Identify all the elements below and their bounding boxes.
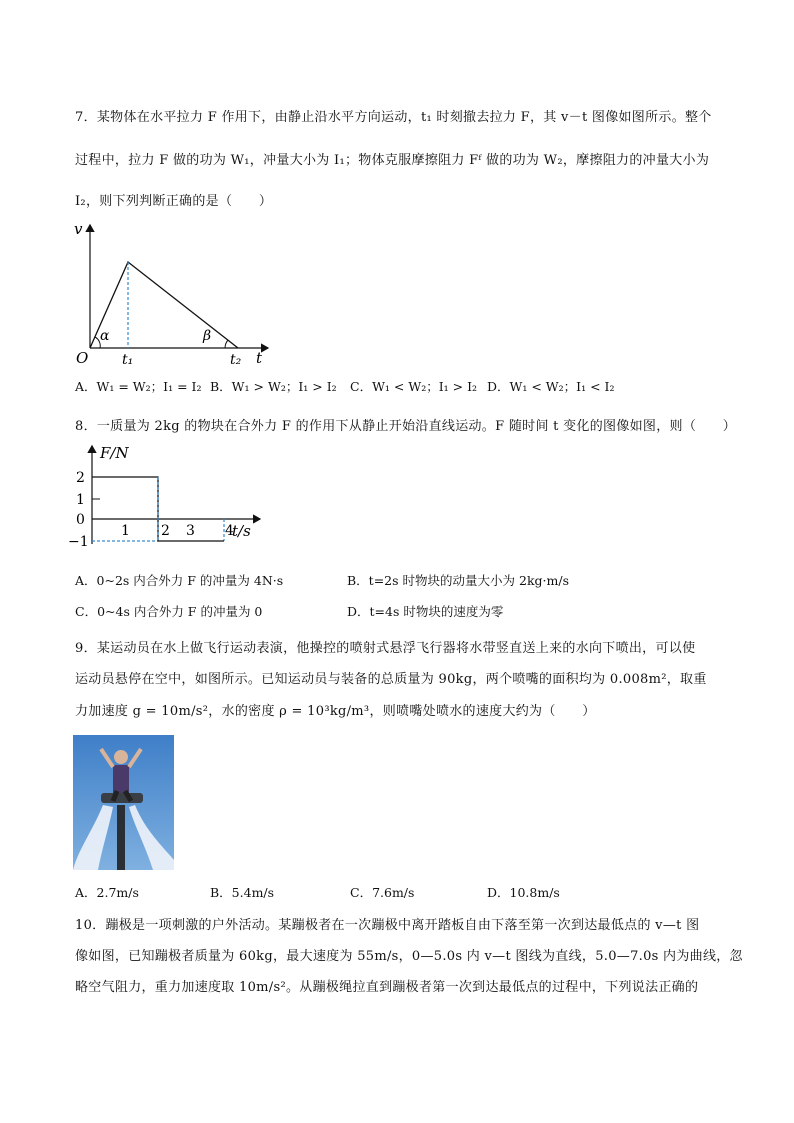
q8-text-line1: 8．一质量为 2kg 的物块在合外力 F 的作用下从静止开始沿直线运动。F 随时间 t 变化的图像如图，则（ ） [75,419,737,434]
q7-text-line2: 过程中，拉力 F 做的功为 W₁，冲量大小为 I₁；物体克服摩擦阻力 Fᶠ 做的功为 W₂，摩擦阻力的冲量大小为 [75,153,710,168]
q7-option-c: C．W₁ < W₂；I₁ > I₂ [350,379,478,394]
q9-text-line3: 力加速度 g = 10m/s²，水的密度 ρ = 10³kg/m³，则喷嘴处喷水的速度大约为（ ） [75,704,596,719]
q7-text-line3: I₂，则下列判断正确的是（ ） [75,194,273,209]
q7-text-line1: 7．某物体在水平拉力 F 作用下，由静止沿水平方向运动，t₁ 时刻撤去拉力 F，其 v－t 图像如图所示。整个 [75,110,712,125]
q7-origin-label: O [76,349,89,367]
q9-text-line2: 运动员悬停在空中，如图所示。已知运动员与装备的总质量为 90kg，两个喷嘴的面积均为 0.008m²，取重 [75,672,707,687]
q8-ytick-2: 2 [76,470,85,486]
q9-option-b: B．5.4m/s [210,885,275,900]
q8-ytick-neg1: −1 [68,534,89,550]
q8-option-d: D．t=4s 时物块的速度为零 [347,604,504,619]
q10-text-line3: 略空气阻力，重力加速度取 10m/s²。从蹦极绳拉直到蹦极者第一次到达最低点的过程中，下列说法正确的 [75,980,699,995]
q8-ytick-0: 0 [76,512,85,528]
q8-option-c: C．0~4s 内合外力 F 的冲量为 0 [75,604,263,619]
q8-option-a: A．0~2s 内合外力 F 的冲量为 4N·s [75,573,284,588]
q8-y-label: F/N [100,444,129,462]
q8-option-b: B．t=2s 时物块的动量大小为 2kg·m/s [347,573,569,588]
q7-t1-label: t₁ [122,352,134,368]
q9-option-d: D．10.8m/s [487,885,560,900]
q7-beta-label: β [203,328,212,344]
q7-beta-arc [225,340,228,348]
q7-alpha-label: α [100,328,110,344]
q7-option-a: A．W₁ = W₂；I₁ = I₂ [75,379,202,394]
q9-text-line1: 9．某运动员在水上做飞行运动表演，他操控的喷射式悬浮飞行器将水带竖直送上来的水向下喷出，可以使 [75,641,696,656]
q8-ft-graph [60,438,275,550]
q7-vt-graph [70,220,280,368]
q7-option-b: B．W₁ > W₂；I₁ > I₂ [210,379,337,394]
q10-text-line2: 像如图，已知蹦极者质量为 60kg，最大速度为 55m/s，0—5.0s 内 v—t 图线为直线，5.0—7.0s 内为曲线，忽 [75,949,743,964]
q7-velocity-curve [90,262,238,348]
q8-ytick-1: 1 [76,492,85,508]
q9-option-a: A．2.7m/s [75,885,139,900]
q8-xtick-2: 2 [161,523,170,539]
q8-xtick-4: 4 [225,523,234,539]
q8-xtick-1: 1 [121,523,130,539]
q7-t2-label: t₂ [230,352,242,368]
q8-xtick-3: 3 [186,523,195,539]
q8-x-label: t/s [232,522,251,540]
q7-option-d: D．W₁ < W₂；I₁ < I₂ [487,379,615,394]
q7-v-label: v [74,220,83,238]
q10-text-line1: 10．蹦极是一项刺激的户外活动。某蹦极者在一次蹦极中离开踏板自由下落至第一次到达最低点的 v—t 图 [75,918,700,933]
q9-option-c: C．7.6m/s [350,885,415,900]
flyboard-photo [73,735,174,870]
q7-t-label: t [256,349,263,367]
